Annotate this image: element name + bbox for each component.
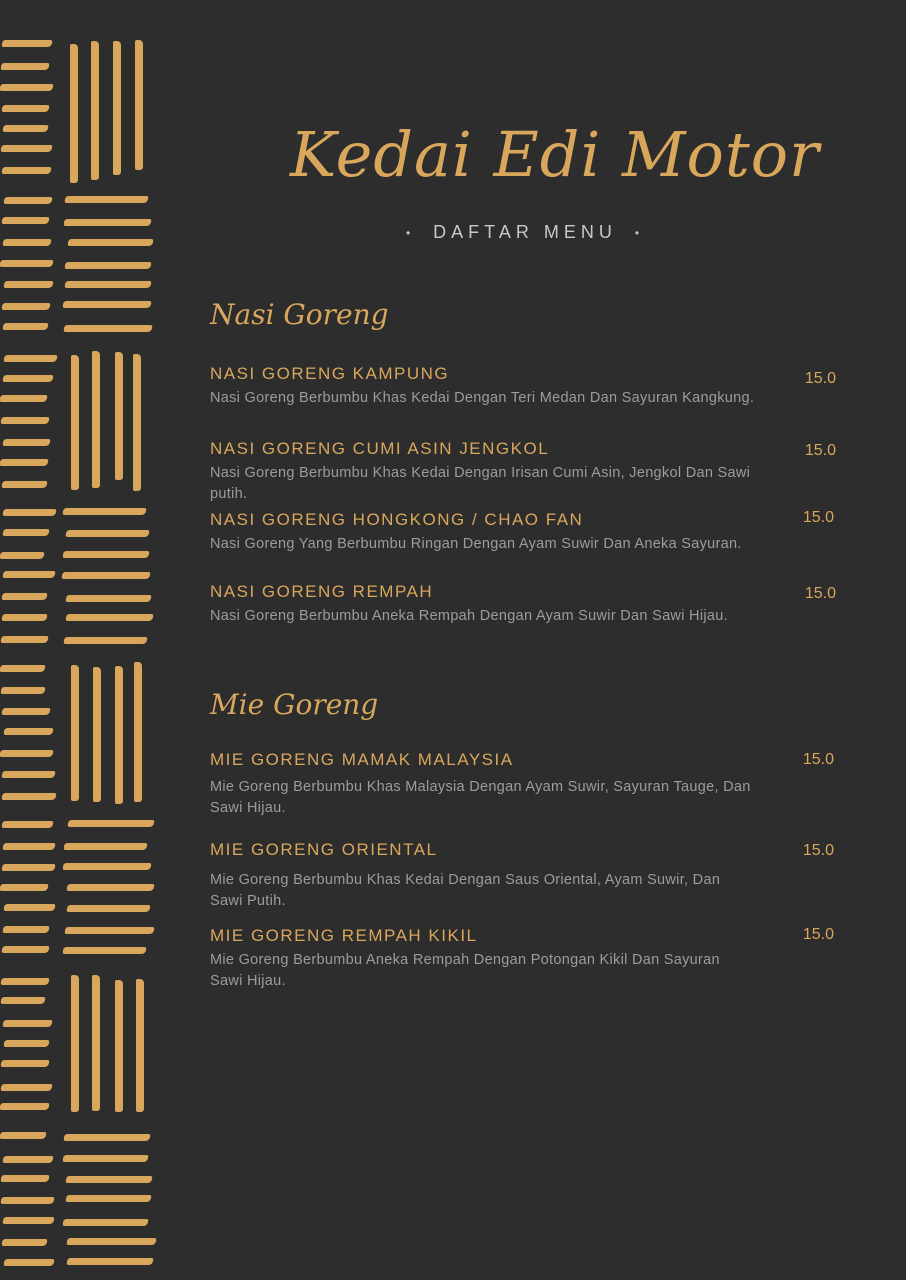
brush-stroke — [0, 63, 49, 70]
item-description: Nasi Goreng Berbumbu Aneka Rempah Dengan Ayam Suwir Dan Sawi Hijau. — [210, 608, 728, 624]
item-description: Nasi Goreng Berbumbu Khas Kedai Dengan Irisan Cumi Asin, Jengkol Dan Sawi putih. — [210, 465, 751, 502]
subtitle-text: DAFTAR MENU — [433, 222, 617, 242]
brush-stroke — [66, 614, 154, 621]
brush-stroke — [115, 352, 123, 480]
item-name: MIE GORENG ORIENTAL — [210, 840, 438, 859]
brush-stroke — [64, 219, 152, 226]
section-title-mie-goreng: Mie Goreng — [210, 688, 379, 721]
brush-stroke — [0, 260, 54, 267]
item-name: NASI GORENG REMPAH — [210, 582, 434, 601]
bullet-right-icon: • — [634, 226, 645, 241]
menu-item — [210, 582, 840, 627]
brush-stroke — [64, 281, 150, 288]
brush-stroke — [133, 354, 141, 490]
brush-stroke-border-decoration — [0, 34, 160, 1264]
brush-stroke — [2, 509, 56, 516]
brush-stroke — [1, 793, 56, 800]
brush-stroke — [62, 1155, 148, 1162]
brush-stroke — [2, 926, 49, 933]
item-description: Nasi Goreng Yang Berbumbu Ringan Dengan Ayam Suwir Dan Aneka Sayuran. — [210, 536, 742, 552]
brush-stroke — [1, 687, 46, 694]
brush-stroke — [115, 980, 123, 1113]
brush-stroke — [3, 281, 53, 288]
brush-stroke — [2, 323, 48, 330]
item-name: NASI GORENG CUMI ASIN JENGKOL — [210, 439, 550, 458]
item-price: 15.0 — [802, 751, 834, 768]
item-name: MIE GORENG MAMAK MALAYSIA — [210, 750, 514, 769]
brush-stroke — [0, 145, 52, 152]
brush-stroke — [62, 508, 146, 515]
brush-stroke — [66, 1238, 156, 1245]
brush-stroke — [0, 636, 48, 643]
brush-stroke — [2, 217, 50, 224]
section-title-nasi-goreng: Nasi Goreng — [210, 298, 389, 331]
brush-stroke — [2, 303, 51, 310]
brush-stroke — [64, 1134, 151, 1141]
brush-stroke — [2, 946, 50, 953]
brush-stroke — [0, 665, 45, 672]
brush-stroke — [1, 593, 46, 600]
brush-stroke — [3, 1040, 49, 1047]
brush-stroke — [3, 904, 55, 911]
brush-stroke — [3, 239, 51, 246]
brush-stroke — [0, 1060, 49, 1067]
menu-item — [210, 926, 840, 992]
brush-stroke — [2, 1156, 53, 1163]
brush-stroke — [1, 997, 46, 1004]
brush-stroke — [3, 1259, 54, 1266]
brush-stroke — [0, 395, 48, 402]
brush-stroke — [0, 459, 48, 466]
brush-stroke — [3, 728, 53, 735]
brush-stroke — [0, 417, 49, 424]
menu-item — [210, 840, 840, 912]
brush-stroke — [66, 595, 152, 602]
brush-stroke — [64, 637, 148, 644]
brush-stroke — [66, 1176, 153, 1183]
brush-stroke — [1, 40, 52, 47]
brush-stroke — [134, 662, 142, 802]
brush-stroke — [67, 884, 155, 891]
item-name: NASI GORENG HONGKONG / CHAO FAN — [210, 510, 584, 529]
brush-stroke — [2, 1020, 52, 1027]
brush-stroke — [135, 40, 143, 170]
brush-stroke — [67, 820, 154, 827]
brush-stroke — [63, 301, 152, 308]
item-price: 15.0 — [802, 926, 834, 943]
brush-stroke — [0, 1103, 50, 1110]
brush-stroke — [62, 1219, 148, 1226]
restaurant-title: Kedai Edi Motor — [290, 118, 820, 191]
brush-stroke — [64, 927, 154, 934]
brush-stroke — [62, 947, 146, 954]
brush-stroke — [0, 84, 54, 91]
brush-stroke — [65, 1195, 151, 1202]
item-name: NASI GORENG KAMPUNG — [210, 364, 450, 383]
item-price: 15.0 — [802, 842, 834, 859]
brush-stroke — [2, 167, 52, 174]
item-name: MIE GORENG REMPAH KIKIL — [210, 926, 478, 945]
brush-stroke — [67, 239, 153, 246]
brush-stroke — [93, 667, 101, 802]
brush-stroke — [3, 843, 56, 850]
item-description: Mie Goreng Berbumbu Khas Malaysia Dengan Ayam Suwir, Sayuran Tauge, Dan Sawi Hijau. — [210, 779, 751, 816]
item-description: Mie Goreng Berbumbu Khas Kedai Dengan Saus Oriental, Ayam Suwir, Dan Sawi Putih. — [210, 872, 721, 909]
brush-stroke — [91, 41, 99, 180]
brush-stroke — [1, 481, 47, 488]
brush-stroke — [0, 1197, 54, 1204]
brush-stroke — [3, 529, 50, 536]
menu-item — [210, 364, 840, 409]
brush-stroke — [2, 375, 53, 382]
brush-stroke — [63, 325, 152, 332]
brush-stroke — [2, 125, 48, 132]
brush-stroke — [2, 1239, 48, 1246]
brush-stroke — [3, 1217, 55, 1224]
brush-stroke — [0, 750, 54, 757]
item-description: Mie Goreng Berbumbu Aneka Rempah Dengan Potongan Kikil Dan Sayuran Sawi Hijau. — [210, 952, 720, 989]
brush-stroke — [64, 843, 148, 850]
brush-stroke — [1, 1175, 49, 1182]
brush-stroke — [71, 665, 79, 801]
item-price: 15.0 — [804, 585, 836, 602]
brush-stroke — [1, 708, 50, 715]
bullet-left-icon: • — [405, 226, 416, 241]
brush-stroke — [1, 864, 55, 871]
menu-item — [210, 439, 840, 505]
brush-stroke — [0, 1084, 52, 1091]
brush-stroke — [71, 975, 79, 1112]
brush-stroke — [1, 105, 49, 112]
brush-stroke — [0, 884, 48, 891]
item-price: 15.0 — [804, 370, 836, 387]
brush-stroke — [64, 196, 148, 203]
brush-stroke — [0, 552, 45, 559]
brush-stroke — [66, 905, 150, 912]
item-price: 15.0 — [804, 442, 836, 459]
brush-stroke — [62, 572, 151, 579]
brush-stroke — [70, 44, 78, 184]
brush-stroke — [71, 355, 79, 490]
brush-stroke — [92, 351, 100, 489]
brush-stroke — [3, 571, 56, 578]
brush-stroke — [65, 530, 149, 537]
menu-subtitle — [380, 222, 670, 243]
brush-stroke — [0, 1132, 47, 1139]
brush-stroke — [62, 551, 149, 558]
item-description: Nasi Goreng Berbumbu Khas Kedai Dengan Teri Medan Dan Sayuran Kangkung. — [210, 390, 755, 406]
brush-stroke — [92, 975, 100, 1111]
menu-item — [210, 750, 840, 819]
brush-stroke — [67, 1258, 153, 1265]
brush-stroke — [63, 863, 152, 870]
item-price: 15.0 — [802, 509, 834, 526]
brush-stroke — [113, 41, 121, 176]
menu-item — [210, 510, 840, 555]
brush-stroke — [1, 771, 55, 778]
brush-stroke — [2, 439, 50, 446]
brush-stroke — [2, 821, 53, 828]
brush-stroke — [64, 262, 150, 269]
brush-stroke — [136, 979, 144, 1112]
brush-stroke — [3, 355, 57, 362]
brush-stroke — [1, 614, 47, 621]
brush-stroke — [115, 666, 123, 804]
brush-stroke — [1, 978, 50, 985]
brush-stroke — [3, 197, 52, 204]
